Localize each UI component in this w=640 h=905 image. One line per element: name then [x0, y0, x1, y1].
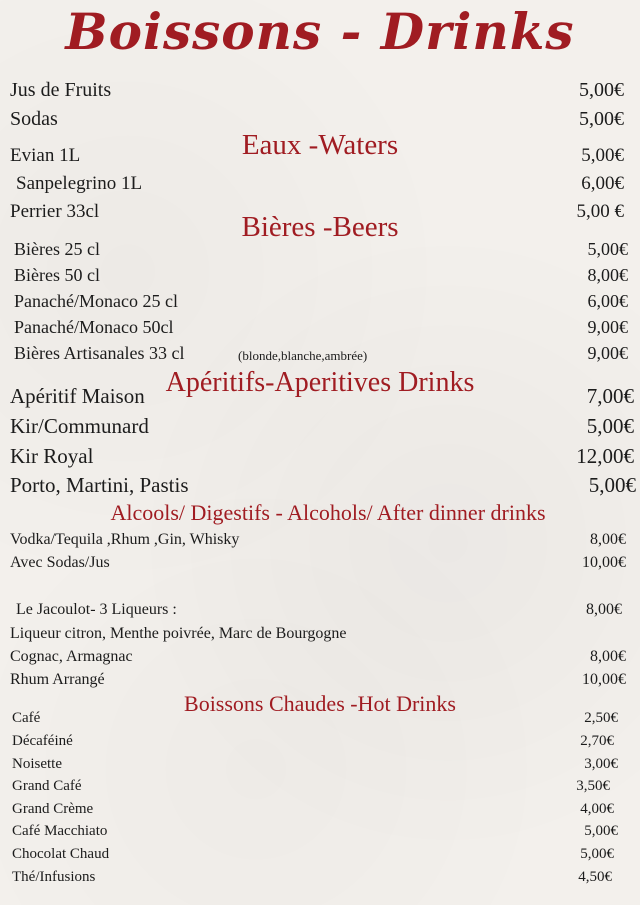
- item-price: 5,00€: [586, 414, 634, 438]
- item-name: Café Macchiato: [12, 823, 108, 839]
- item-name: Chocolat Chaud: [12, 846, 110, 862]
- item-name: Kir Royal: [10, 444, 94, 468]
- item-price: 8,00€: [590, 648, 626, 665]
- item-name: Noisette: [12, 756, 62, 772]
- item-name: Grand Crème: [12, 801, 94, 817]
- item-name: Perrier 33cl: [10, 201, 100, 222]
- item-name: Décaféiné: [12, 733, 73, 749]
- item-price: 6,00€: [581, 173, 624, 194]
- item-price: 5,00€: [580, 846, 614, 862]
- item-price: 5,00€: [584, 823, 618, 839]
- item-price: 4,00€: [580, 801, 614, 817]
- section-heading-aperitifs: Apéritifs-Aperitives Drinks: [165, 367, 475, 398]
- item-name: Café: [12, 710, 41, 726]
- section-heading-beers: Bières -Beers: [241, 211, 399, 243]
- page-title: Boissons - Drinks: [65, 2, 575, 61]
- section-heading-waters: Eaux -Waters: [241, 129, 399, 161]
- item-name: Bières 50 cl: [14, 265, 100, 285]
- item-name: Cognac, Armagnac: [10, 648, 133, 665]
- item-name: Sanpelegrino 1L: [16, 173, 143, 194]
- item-price: 8,00€: [590, 531, 626, 548]
- item-name: Thé/Infusions: [12, 869, 96, 885]
- item-price: 9,00€: [587, 343, 628, 363]
- item-name: Jus de Fruits: [10, 79, 112, 101]
- item-name: Evian 1L: [10, 145, 81, 166]
- item-name: Bières Artisanales 33 cl: [14, 343, 185, 363]
- item-price: 5,00€: [579, 108, 624, 130]
- item-description: Liqueur citron, Menthe poivrée, Marc de Bourgogne: [10, 625, 347, 642]
- item-price: 5,00€: [581, 145, 624, 166]
- item-price: 5,00 €: [576, 201, 624, 222]
- item-name: Panaché/Monaco 50cl: [14, 317, 174, 337]
- item-price: 12,00€: [576, 444, 634, 468]
- item-name: Panaché/Monaco 25 cl: [14, 291, 178, 311]
- item-name: Porto, Martini, Pastis: [10, 473, 189, 497]
- item-name: Vodka/Tequila ,Rhum ,Gin, Whisky: [10, 531, 240, 548]
- item-price: 9,00€: [587, 317, 628, 337]
- item-price: 3,50€: [576, 778, 610, 794]
- item-price: 2,50€: [584, 710, 618, 726]
- item-price: 5,00€: [579, 79, 624, 101]
- item-name: Grand Café: [12, 778, 82, 794]
- item-price: 7,00€: [586, 384, 634, 408]
- item-price: 2,70€: [580, 733, 614, 749]
- item-name: Kir/Communard: [10, 414, 149, 438]
- item-price: 3,00€: [584, 756, 618, 772]
- item-price: 6,00€: [587, 291, 628, 311]
- item-name: Sodas: [10, 108, 58, 130]
- section-heading-hot-drinks: Boissons Chaudes -Hot Drinks: [184, 691, 456, 716]
- item-price: 8,00€: [587, 265, 628, 285]
- item-price: 4,50€: [578, 869, 612, 885]
- item-price: 10,00€: [582, 554, 626, 571]
- item-name: Avec Sodas/Jus: [10, 554, 110, 571]
- item-price: 5,00€: [587, 239, 628, 259]
- item-name: Rhum Arrangé: [10, 671, 105, 688]
- item-name: Apéritif Maison: [10, 384, 145, 408]
- item-price: 8,00€: [586, 601, 622, 618]
- item-name: Bières 25 cl: [14, 239, 100, 259]
- section-heading-alcools: Alcools/ Digestifs - Alcohols/ After dinner drinks: [110, 500, 546, 525]
- item-note: (blonde,blanche,ambrée): [238, 348, 368, 363]
- item-price: 10,00€: [582, 671, 626, 688]
- item-price: 5,00€: [588, 473, 636, 497]
- item-name: Le Jacoulot- 3 Liqueurs :: [16, 601, 177, 618]
